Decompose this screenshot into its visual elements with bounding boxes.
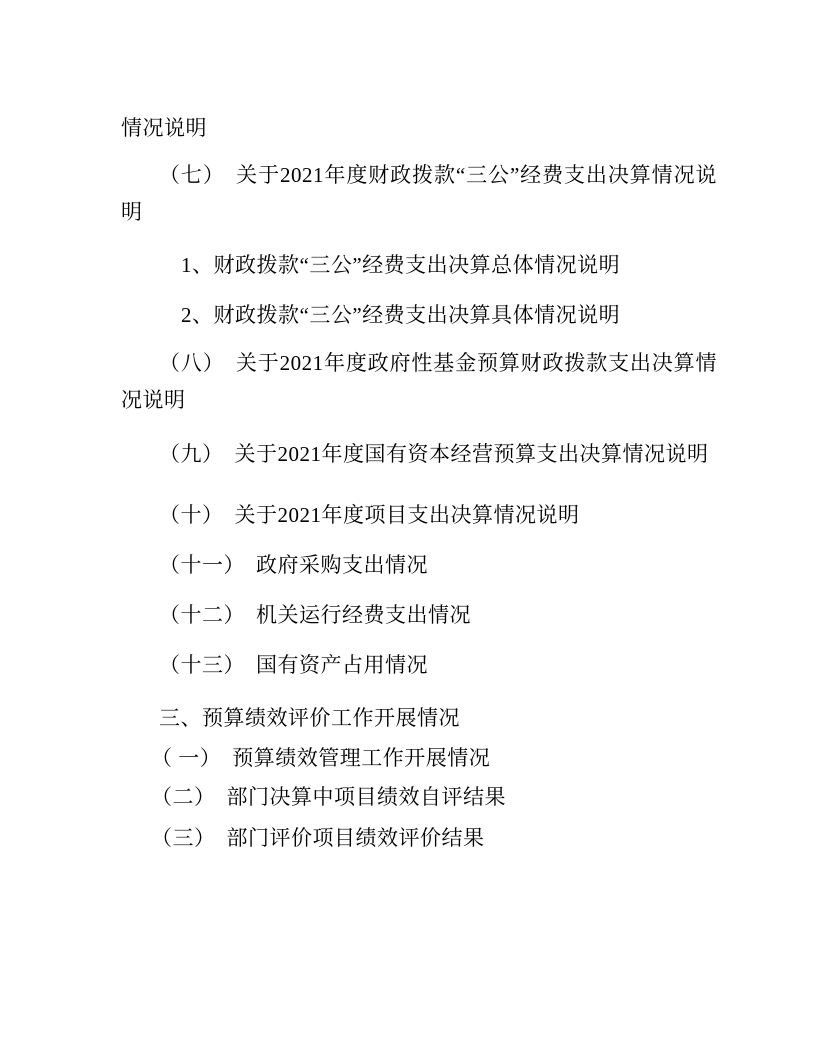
doc-line-section-3-item-2: （二） 部门决算中项目绩效自评结果 bbox=[151, 785, 506, 809]
doc-line-item-12: （十二） 机关运行经费支出情况 bbox=[159, 603, 471, 627]
doc-line-item-10: （十） 关于2021年度项目支出决算情况说明 bbox=[159, 503, 580, 527]
doc-line-item-11: （十一） 政府采购支出情况 bbox=[159, 553, 428, 577]
doc-line-section-3-heading: 三、预算绩效评价工作开展情况 bbox=[159, 706, 460, 730]
doc-line-item-13: （十三） 国有资产占用情况 bbox=[159, 653, 428, 677]
doc-line-section-3-item-3: （三） 部门评价项目绩效评价结果 bbox=[151, 826, 485, 850]
doc-line-subitem-2: 2、财政拨款“三公”经费支出决算具体情况说明 bbox=[181, 303, 621, 327]
doc-line-item-9: （九） 关于2021年度国有资本经营预算支出决算情况说明 bbox=[159, 442, 709, 466]
doc-line-continuation: 情况说明 bbox=[121, 116, 207, 140]
doc-line-section-3-item-1: （ 一） 预算绩效管理工作开展情况 bbox=[151, 746, 491, 770]
doc-line-item-8: （八） 关于2021年度政府性基金预算财政拨款支出决算情况说明 bbox=[121, 351, 717, 412]
doc-line-item-7: （七） 关于2021年度财政拨款“三公”经费支出决算情况说明 bbox=[121, 163, 717, 224]
doc-line-subitem-1: 1、财政拨款“三公”经费支出决算总体情况说明 bbox=[181, 253, 621, 277]
